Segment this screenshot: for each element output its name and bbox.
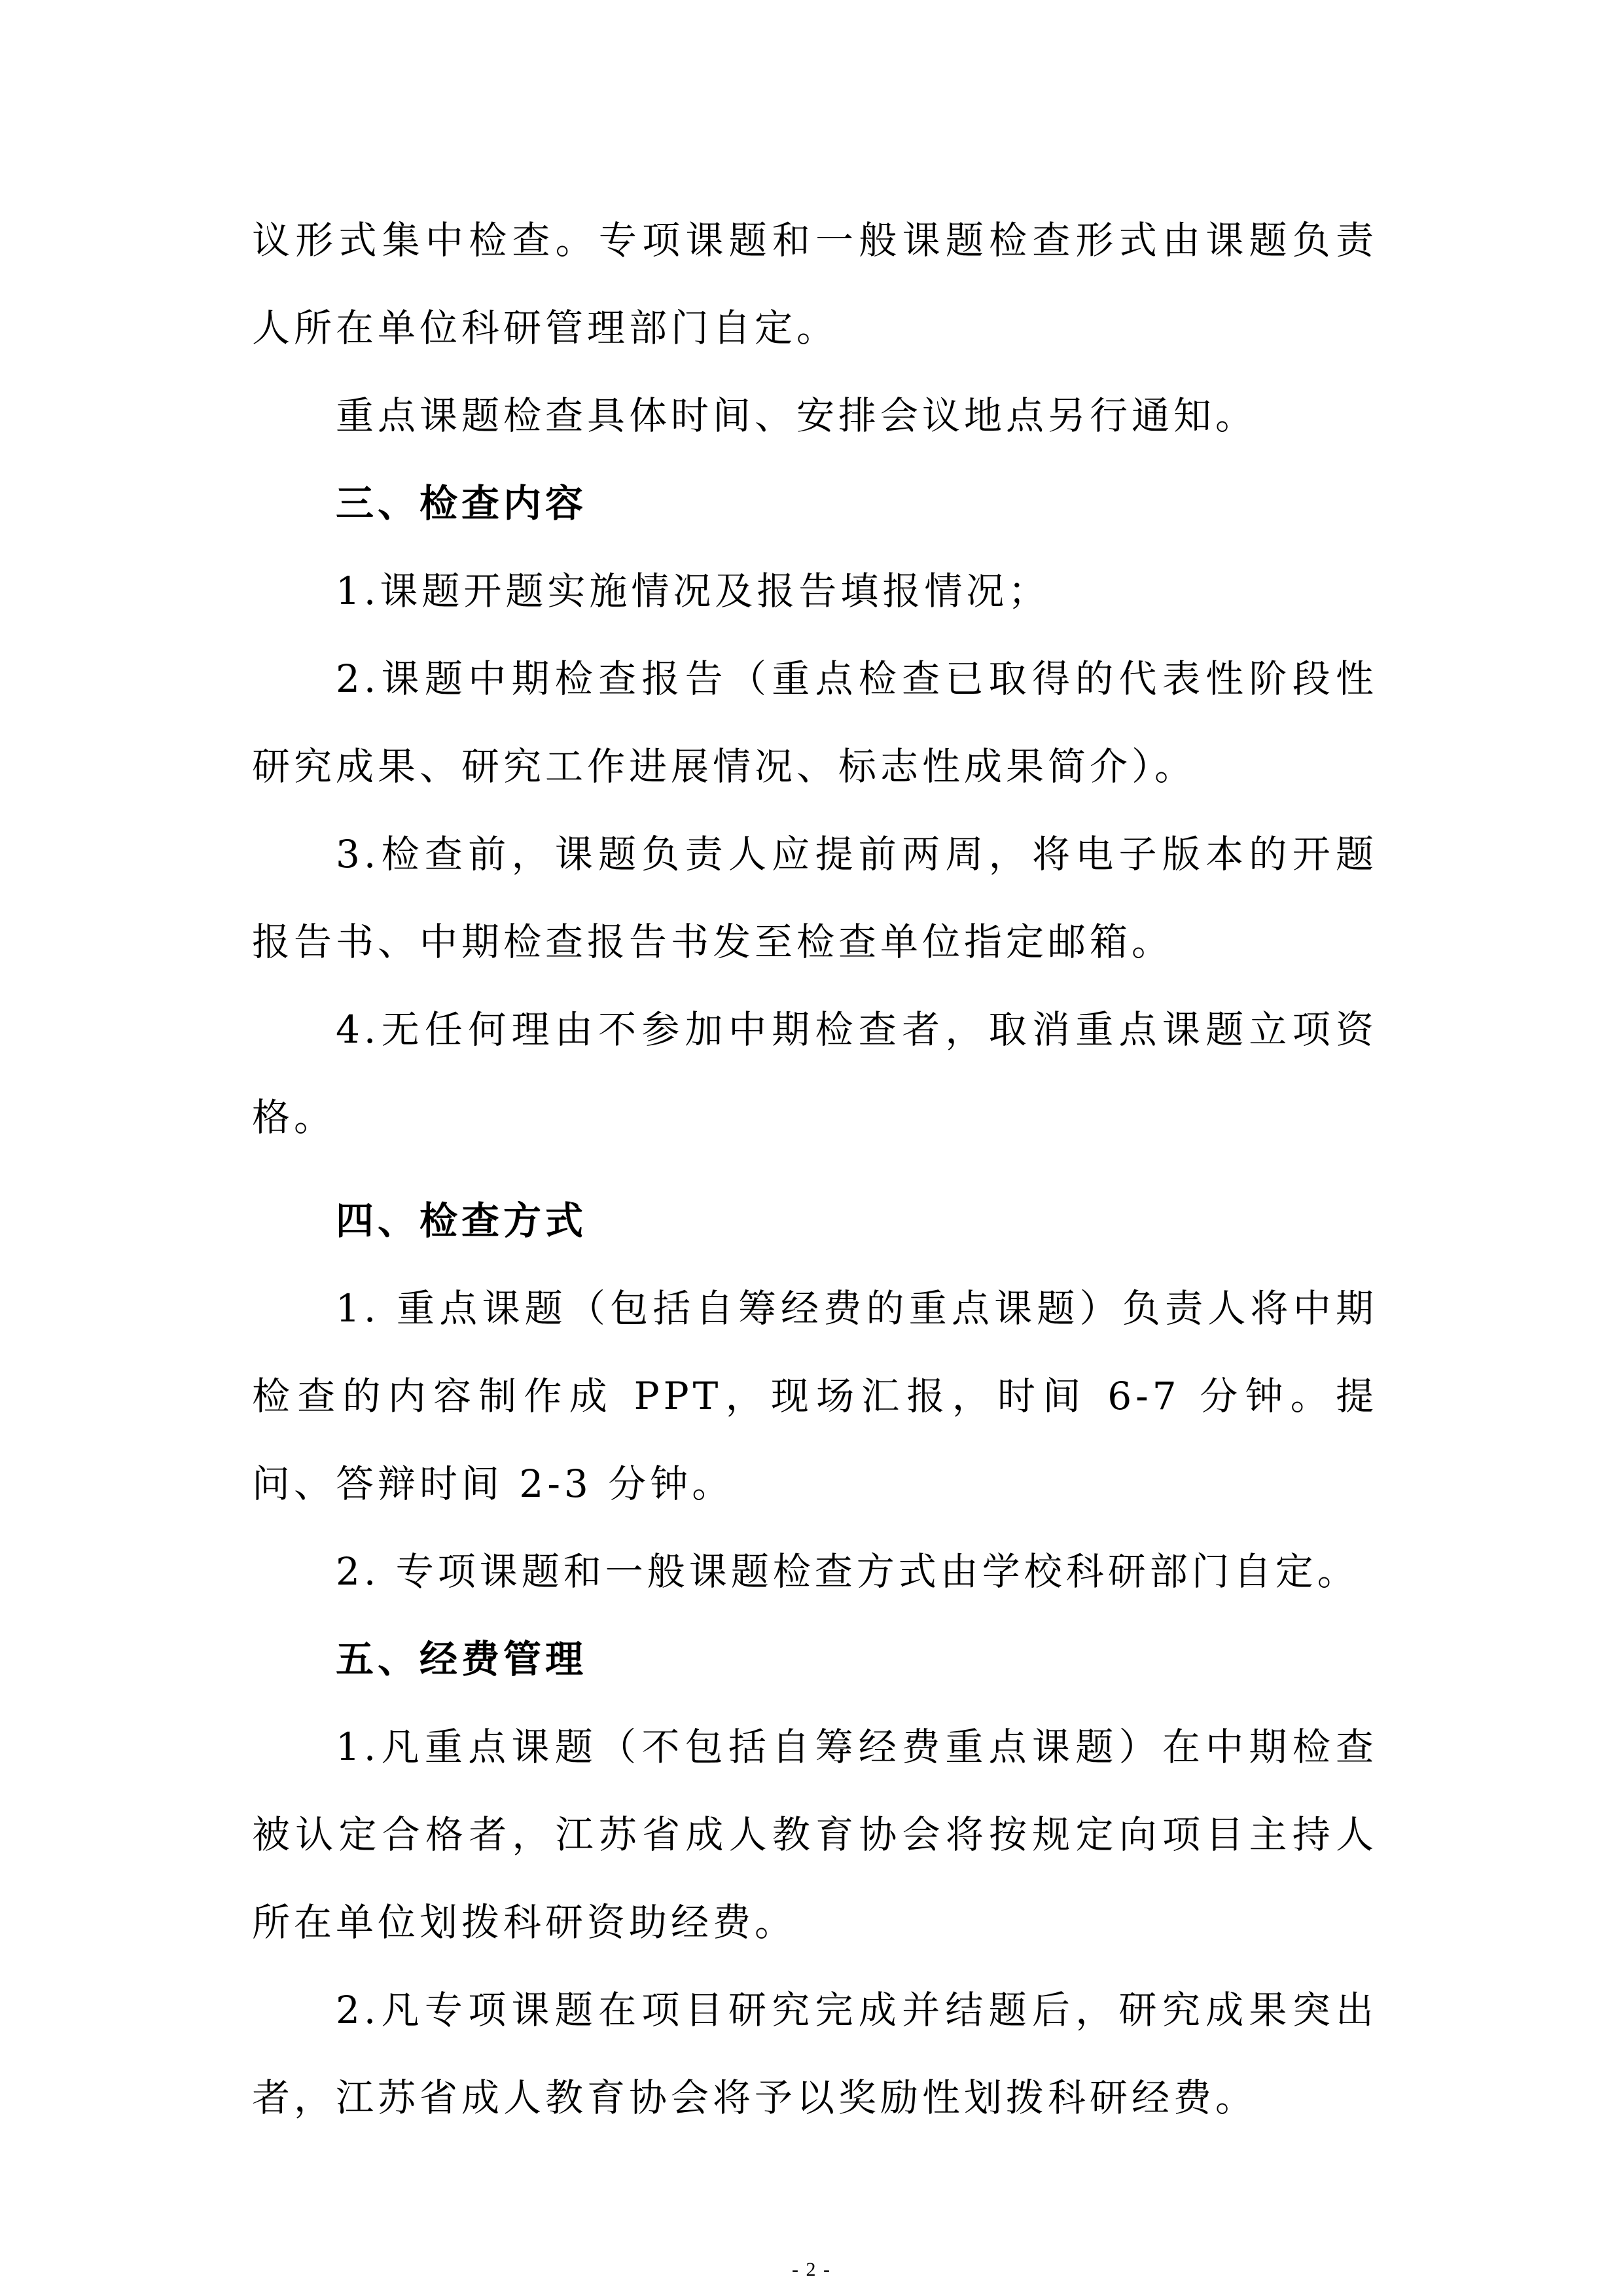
heading-check-method: 四、检查方式 [336,1198,588,1243]
list-item-method-2: 2. 专项课题和一般课题检查方式由学校科研部门自定。 [336,1549,1359,1594]
page-number: - 2 - [792,2259,831,2280]
paragraph-check-time: 重点课题检查具体时间、安排会议地点另行通知。 [336,393,1258,438]
list-item-funding-1: 1.凡重点课题（不包括自筹经费重点课题）在中期检查被认定合格者，江苏省成人教育协会将按规定向项目主持人所在单位划拨科研资助经费。 [252,1725,1378,1945]
list-item-content-1: 1.课题开题实施情况及报告填报情况； [336,569,1050,613]
list-item-content-2: 2.课题中期检查报告（重点检查已取得的代表性阶段性研究成果、研究工作进展情况、标志性成果简介）。 [252,656,1378,789]
heading-check-content: 三、检查内容 [336,481,588,526]
list-item-method-1: 1. 重点课题（包括自筹经费的重点课题）负责人将中期检查的内容制作成 PPT，现场汇报，时间 6-7 分钟。提问、答辩时间 2-3 分钟。 [252,1286,1378,1506]
document-body [252,196,1378,2142]
list-item-funding-2: 2.凡专项课题在项目研究完成并结题后，研究成果突出者，江苏省成人教育协会将予以奖励性划拨科研经费。 [252,1988,1378,2120]
list-item-content-4: 4.无任何理由不参加中期检查者，取消重点课题立项资格。 [252,1007,1378,1139]
heading-funding-management: 五、经费管理 [336,1637,588,1681]
list-item-content-3: 3.检查前，课题负责人应提前两周，将电子版本的开题报告书、中期检查报告书发至检查单位指定邮箱。 [252,832,1378,964]
paragraph-check-form: 议形式集中检查。专项课题和一般课题检查形式由课题负责人所在单位科研管理部门自定。 [252,218,1378,350]
